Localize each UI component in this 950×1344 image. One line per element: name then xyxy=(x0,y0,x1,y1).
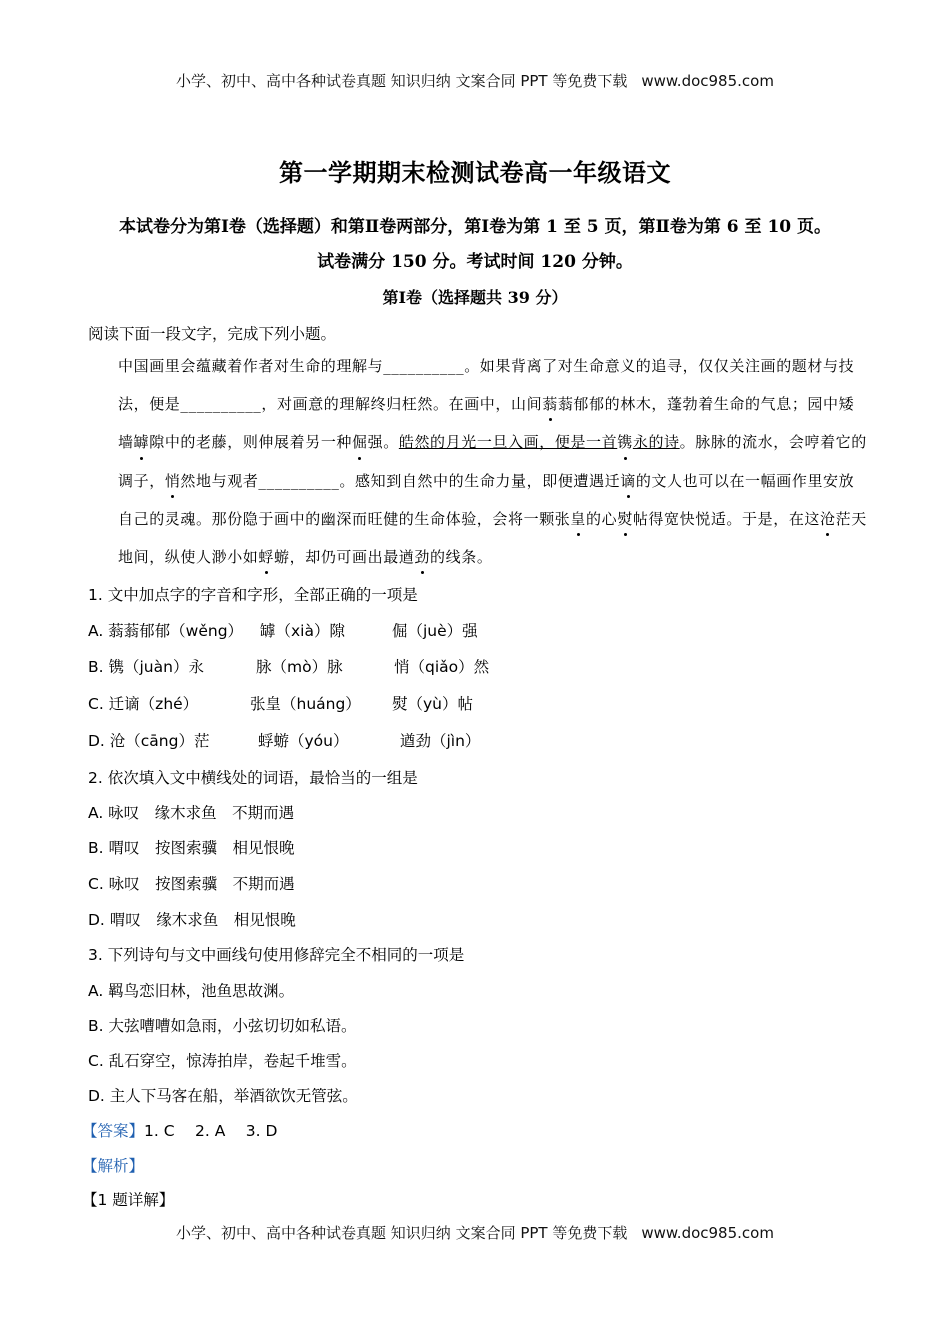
dotted-char: 蜉 xyxy=(258,538,274,576)
passage-text: 然地与观者__________。感知到自然中的生命力量，即便遭遇迁 xyxy=(180,471,621,490)
question-3-option-a[interactable]: A. 羁鸟恋旧林，池鱼思故渊。 xyxy=(88,982,295,1000)
question-3-stem: 3. 下列诗句与文中画线句使用修辞完全不相同的一项是 xyxy=(88,946,465,964)
answer-line xyxy=(82,1119,277,1141)
passage-text: 的线条。 xyxy=(430,548,493,567)
header-text: 小学、初中、高中各种试卷真题 知识归纳 文案合同 PPT 等免费下载 xyxy=(176,72,628,90)
header-url[interactable]: www.doc985.com xyxy=(641,72,774,90)
dotted-char: 皇 xyxy=(570,500,586,538)
footer-url[interactable]: www.doc985.com xyxy=(641,1224,774,1242)
passage-text: 茫天地间，纵使人渺小如 xyxy=(118,509,867,567)
dotted-char: 悄 xyxy=(165,462,181,500)
option-part: 熨（yù）帖 xyxy=(392,695,473,713)
page-footer xyxy=(0,1222,950,1243)
passage-text: 中国画里会蕴藏着作者对生命的理解与__________。如果背离了对生命意义的追寻，仅仅关注画的题材与技法，便是__________，对画意的理解终归枉然。在画中，山间 xyxy=(118,357,855,414)
option-part: 张皇（huáng） xyxy=(250,695,361,713)
question-2-stem: 2. 依次填入文中横线处的词语，最恰当的一组是 xyxy=(88,769,418,787)
passage-text: 帖得宽快悦适。于是，在这 xyxy=(632,509,821,528)
question-1-option-c[interactable] xyxy=(88,692,473,714)
section-title: 第Ⅰ卷（选择题共 39 分） xyxy=(382,288,568,307)
option-part: B. 镌（juàn）永 xyxy=(88,658,204,676)
option-part: 脉（mò）脉 xyxy=(256,658,343,676)
dotted-char: 倔 xyxy=(352,423,368,461)
question-1-option-b[interactable] xyxy=(88,655,489,677)
option-part: 悄（qiǎo）然 xyxy=(394,658,490,676)
option-part: D. 沧（cāng）茫 xyxy=(88,732,210,750)
question-2-option-a[interactable]: A. 咏叹 缘木求鱼 不期而遇 xyxy=(88,804,295,822)
reading-passage xyxy=(88,347,868,576)
question-1-option-a[interactable] xyxy=(88,619,478,641)
passage-text: 永的诗 xyxy=(632,433,680,452)
passage-text: 蓊郁郁的林木，蓬勃着生命的气息；园中矮墙 xyxy=(118,395,855,452)
page-title: 第一学期期末检测试卷高一年级语文 xyxy=(279,158,671,187)
passage-text: 皓然的月光一旦入画，便是一首 xyxy=(398,433,618,452)
dotted-char: 熨 xyxy=(617,500,633,538)
reading-instruction: 阅读下面一段文字，完成下列小题。 xyxy=(88,325,337,343)
underlined-sentence xyxy=(399,433,680,451)
answer-text: 1. C 2. A 3. D xyxy=(144,1122,278,1140)
question-3-option-b[interactable]: B. 大弦嘈嘈如急雨，小弦切切如私语。 xyxy=(88,1017,357,1035)
question-2-option-d[interactable]: D. 喟叹 缘木求鱼 相见恨晚 xyxy=(88,911,296,929)
passage-text: 的心 xyxy=(586,509,618,528)
passage-text: 蝣，却仍可画出最遒 xyxy=(274,548,415,567)
dotted-char: 谪 xyxy=(620,462,636,500)
passage-text: 。脉脉的流水，会哼着它的调子， xyxy=(118,433,867,490)
dotted-char: 沧 xyxy=(820,500,836,538)
question-3-option-d[interactable]: D. 主人下马客在船，举酒欲饮无管弦。 xyxy=(88,1087,358,1105)
dotted-char: 镌 xyxy=(617,423,633,461)
footer-text: 小学、初中、高中各种试卷真题 知识归纳 文案合同 PPT 等免费下载 xyxy=(176,1224,628,1242)
exam-intro-line-2: 试卷满分 150 分。考试时间 120 分钟。 xyxy=(317,252,633,272)
question-1-option-d[interactable] xyxy=(88,729,480,751)
option-part: 遒劲（jìn） xyxy=(400,732,481,750)
option-part: C. 迁谪（zhé） xyxy=(88,695,199,713)
dotted-char: 蓊 xyxy=(542,385,558,423)
dotted-char: 劲 xyxy=(414,538,430,576)
question-1-stem: 1. 文中加点字的字音和字形，全部正确的一项是 xyxy=(88,586,418,604)
option-part: 倔（juè）强 xyxy=(392,622,478,640)
passage-text: 的文人也可以在一幅画作里安放自己的灵魂。那份隐于画中的幽深而旺健的生命体验，会将一颗张 xyxy=(118,471,855,528)
option-part: A. 蓊蓊郁郁（wěng） xyxy=(88,622,244,640)
page-header xyxy=(0,70,950,91)
passage-text: 隙中的老藤，则伸展着另一种 xyxy=(149,433,353,452)
question-2-option-c[interactable]: C. 咏叹 按图索骥 不期而遇 xyxy=(88,875,295,893)
detail-tag: 【1 题详解】 xyxy=(82,1191,175,1209)
passage-text: 强。 xyxy=(367,433,399,452)
question-3-option-c[interactable]: C. 乱石穿空，惊涛拍岸，卷起千堆雪。 xyxy=(88,1052,357,1070)
dotted-char: 罅 xyxy=(134,423,150,461)
option-part: 蜉蝣（yóu） xyxy=(258,732,349,750)
exam-intro-line-1: 本试卷分为第Ⅰ卷（选择题）和第Ⅱ卷两部分，第Ⅰ卷为第 1 至 5 页，第Ⅱ卷为第 6 至 10 页。 xyxy=(118,217,832,237)
question-2-option-b[interactable]: B. 喟叹 按图索骥 相见恨晚 xyxy=(88,839,295,857)
analysis-tag: 【解析】 xyxy=(82,1157,145,1175)
passage-paragraph xyxy=(88,347,868,576)
answer-tag: 【答案】 xyxy=(82,1122,145,1140)
option-part: 罅（xià）隙 xyxy=(260,622,345,640)
